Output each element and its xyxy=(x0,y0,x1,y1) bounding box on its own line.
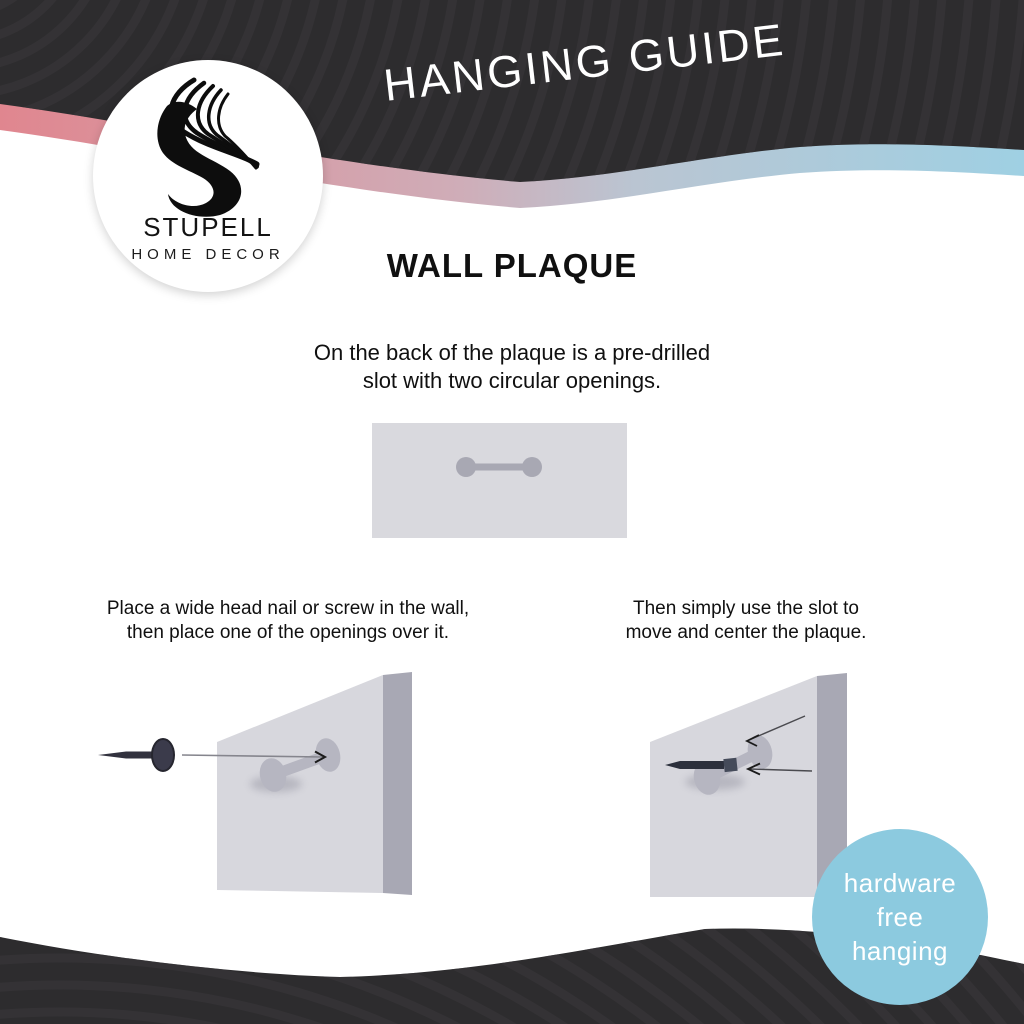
step-right-text xyxy=(576,597,916,644)
hardware-free-badge xyxy=(812,829,988,1005)
step-left-text xyxy=(68,597,508,644)
badge-line-1: hardware xyxy=(843,868,957,898)
nail-icon xyxy=(98,739,174,771)
intro-line-2: slot with two circular openings. xyxy=(362,367,662,393)
step-right-line-2: move and center the plaque. xyxy=(625,621,867,643)
plaque-back-panel xyxy=(372,423,627,538)
pre-drilled-slot-icon xyxy=(372,423,627,538)
step-right-line-1: Then simply use the slot to xyxy=(633,598,859,619)
brand-logo-badge xyxy=(93,60,323,292)
plaque-side-edge xyxy=(383,672,412,895)
brand-name: STUPELL xyxy=(143,212,273,242)
page-title: HANGING GUIDE xyxy=(381,13,789,111)
step-left-line-2: then place one of the openings over it. xyxy=(126,621,450,643)
badge-line-3: hanging xyxy=(851,936,949,966)
nail-and-keyhole-slot-icon xyxy=(90,660,425,905)
stupell-swirl-s-icon xyxy=(153,74,265,224)
intro-line-1: On the back of the plaque is a pre-drilled xyxy=(313,340,711,365)
badge-line-2: free xyxy=(876,902,924,932)
brand-tagline: HOME DECOR xyxy=(131,246,285,263)
product-title: WALL PLAQUE xyxy=(386,247,638,284)
step-left-line-1: Place a wide head nail or screw in the wall, xyxy=(106,598,470,619)
intro-text xyxy=(0,339,1024,394)
